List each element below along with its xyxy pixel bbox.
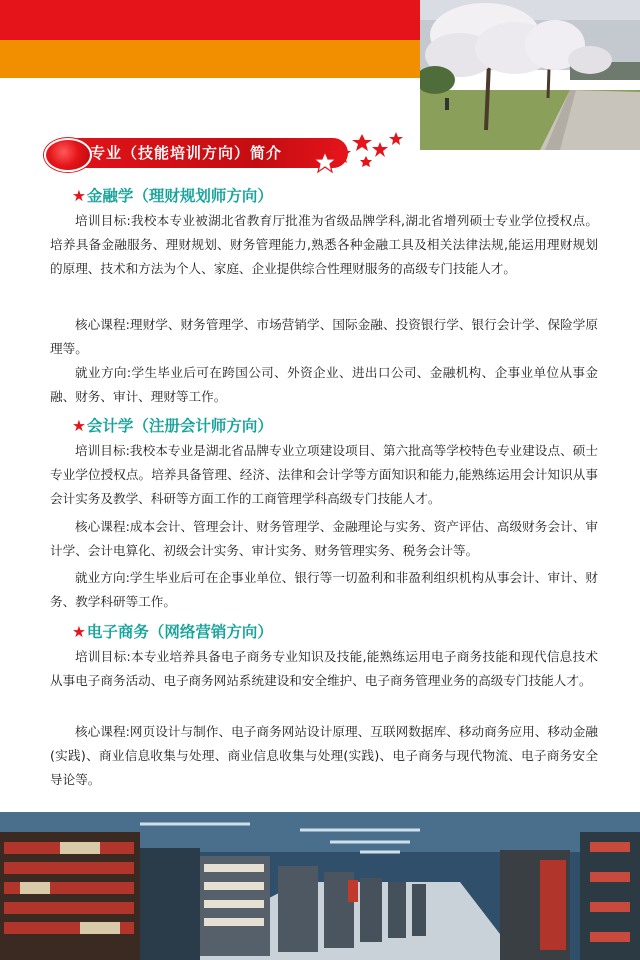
ecommerce-core-courses: 核心课程:网页设计与制作、电子商务网站设计原理、互联网数据库、移动商务应用、移动金融(实践)、商业信息收集与处理、商业信息收集与处理(实践)、电子商务与现代物流、电子商务安全导论等。 — [50, 724, 598, 788]
accounting-career: 就业方向:学生毕业后可在企事业单位、银行等一切盈利和非盈利组织机构从事会计、审计、财务、教学科研等工作。 — [50, 570, 598, 610]
campus-photo — [420, 0, 640, 150]
header-orange-band — [0, 40, 420, 78]
ecommerce-training-goal: 培训目标:本专业培养具备电子商务专业知识及技能,能熟练运用电子商务技能和现代信息技术从事电子商务活动、电子商务网站系统建设和安全维护、电子商务管理业务的高级专门技能人才。 — [50, 649, 598, 689]
finance-training-goal: 培训目标:我校本专业被湖北省教育厅批准为省级品牌学科,湖北省增列硕士专业学位授权点。培养具备金融服务、理财规划、财务管理能力,熟悉各种金融工具及相关法律法规,能运用理财规划的原理、技术和方法为个人、家庭、企业提供综合性理财服务的高级专门技能人才。 — [50, 213, 598, 277]
finance-career: 就业方向:学生毕业后可在跨国公司、外资企业、进出口公司、金融机构、企事业单位从事金融、财务、审计、理财等工作。 — [50, 365, 598, 405]
stars-icon — [310, 130, 410, 174]
star-icon: ★ — [72, 623, 86, 641]
section-banner — [40, 132, 380, 172]
section-title-finance: ★金融学（理财规划师方向） — [72, 187, 273, 205]
star-icon: ★ — [72, 417, 86, 435]
library-photo — [0, 812, 640, 960]
accounting-training-goal: 培训目标:我校本专业是湖北省品牌专业立项建设项目、第六批高等学校特色专业建设点、硕士专业学位授权点。培养具备管理、经济、法律和会计学等方面知识和能力,能熟练运用会计知识从事会计实务及教学、科研等方面工作的工商管理学科高级专门技能人才。 — [50, 443, 598, 507]
header-red-band — [0, 0, 420, 40]
star-icon: ★ — [72, 187, 86, 205]
accounting-core-courses: 核心课程:成本会计、管理会计、财务管理学、金融理论与实务、资产评估、高级财务会计、审计学、会计电算化、初级会计实务、审计实务、财务管理实务、税务会计等。 — [50, 519, 598, 559]
banner-title: 专业（技能培训方向）简介 — [90, 144, 283, 162]
section-title-accounting: ★会计学（注册会计师方向） — [72, 417, 273, 435]
banner-ball-icon — [44, 138, 92, 172]
finance-core-courses: 核心课程:理财学、财务管理学、市场营销学、国际金融、投资银行学、银行会计学、保险学原理等。 — [50, 317, 598, 357]
section-title-ecommerce: ★电子商务（网络营销方向） — [72, 623, 273, 641]
